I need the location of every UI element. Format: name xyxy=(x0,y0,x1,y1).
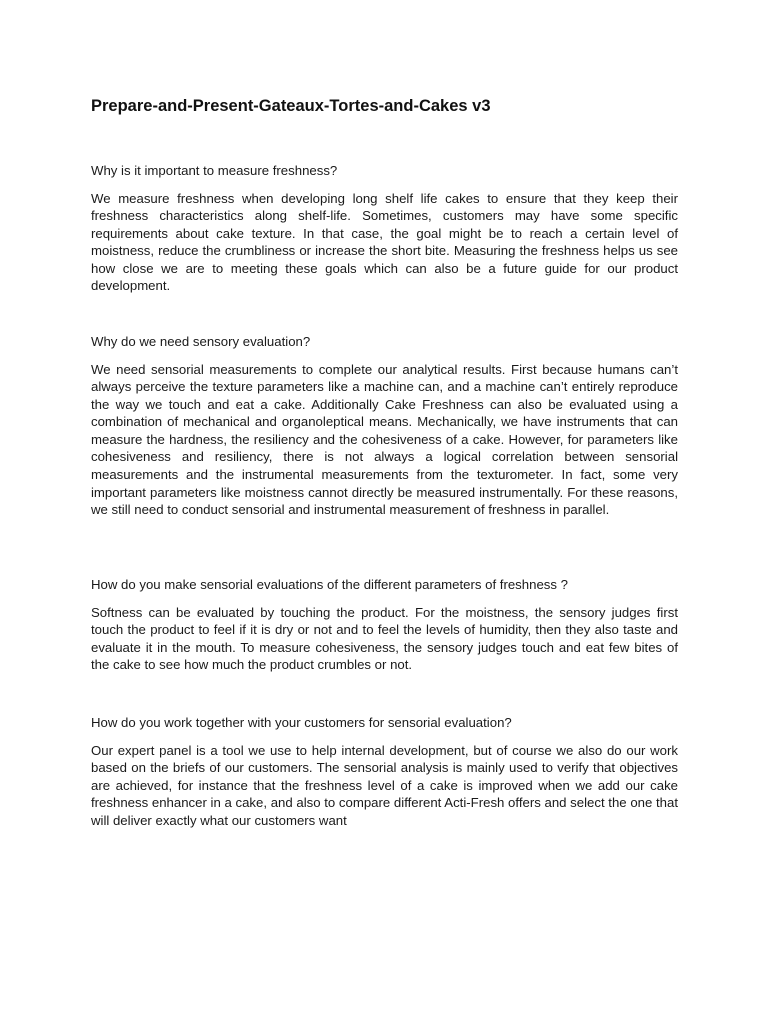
section-question: How do you work together with your customers for sensorial evaluation? xyxy=(91,715,512,730)
section-question: Why is it important to measure freshness? xyxy=(91,163,338,178)
section-question: Why do we need sensory evaluation? xyxy=(91,334,311,349)
section-answer: We need sensorial measurements to complete our analytical results. First because humans can’t always perceive the texture parameters like a machine can, and a machine can’t entirely reproduce the way we touch and eat a cake. Additionally Cake Freshness can also be evaluated using a combination of mechanical and organoleptical means. Mechanically, we have instruments that can measure the hardness, the resiliency and the cohesiveness of a cake. However, for parameters like cohesiveness and resiliency, there is not always a logical correlation between sensorial measurements and the instrumental measurements from the texturometer. In fact, some very important parameters like moistness cannot directly be measured instrumentally. For these reasons, we still need to conduct sensorial and instrumental measurement of freshness in parallel. xyxy=(91,361,678,518)
qa-section-customer-collaboration xyxy=(91,714,678,829)
section-answer: Softness can be evaluated by touching the product. For the moistness, the sensory judges first touch the product to feel if it is dry or not and to feel the levels of humidity, then they also taste and evaluate it in the mouth. To measure cohesiveness, the sensory judges touch and eat few bites of the cake to see how much the product crumbles or not. xyxy=(91,604,678,673)
qa-section-sensorial-evaluation-method xyxy=(91,576,678,674)
qa-section-sensory-evaluation-need xyxy=(91,333,678,519)
document-title: Prepare-and-Present-Gateaux-Tortes-and-Cakes v3 xyxy=(91,97,491,115)
qa-section-freshness-importance xyxy=(91,162,678,295)
section-answer: We measure freshness when developing long shelf life cakes to ensure that they keep their freshness characteristics along shelf-life. Sometimes, customers may have some specific requirements about cake texture. In that case, the goal might be to reach a certain level of moistness, reduce the crumbliness or increase the short bite. Measuring the freshness helps us see how close we are to meeting these goals which can also be a future guide for our product development. xyxy=(91,190,678,294)
section-answer: Our expert panel is a tool we use to help internal development, but of course we also do our work based on the briefs of our customers. The sensorial analysis is mainly used to verify that objectives are achieved, for instance that the freshness level of a cake is improved when we add our cake freshness enhancer in a cake, and also to compare different Acti-Fresh offers and select the one that will deliver exactly what our customers want xyxy=(91,742,678,828)
section-question: How do you make sensorial evaluations of the different parameters of freshness ? xyxy=(91,577,568,592)
